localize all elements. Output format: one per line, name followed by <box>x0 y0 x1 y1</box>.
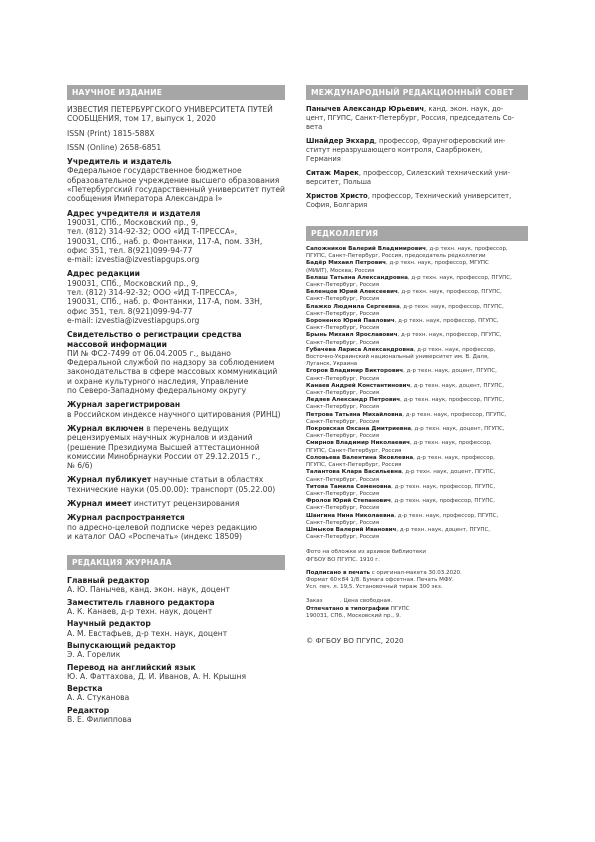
member-name: Бороненко Юрий Павлович <box>306 318 395 325</box>
science-editor-label: Научный редактор <box>67 619 151 629</box>
editorial-address-label: Адрес редакции <box>67 269 141 279</box>
board-member <box>306 347 528 369</box>
left-column <box>67 85 285 724</box>
member-name: Губачева Лариса Александровна <box>306 346 414 353</box>
member-details: , д-р техн. наук, доцент, ПГУПС, <box>401 469 496 476</box>
member-details: , д-р техн. наук, профессор, <box>413 346 496 353</box>
address-line: 190031, СПб., Московский пр., 9, <box>67 278 199 288</box>
issue-editor-block <box>67 641 285 660</box>
member-details: , д-р техн. наук, доцент, ПГУПС, <box>396 526 491 533</box>
member-details: (МИИТ), Москва, Россия <box>306 267 375 274</box>
board-member <box>306 332 528 346</box>
member-details: Луганск, Украина <box>306 361 358 368</box>
journal-registered-text: в Российском индексе научного цитирования (РИНЦ) <box>67 409 281 419</box>
board-member <box>306 397 528 411</box>
chief-editor-block <box>67 576 285 595</box>
board-member <box>306 260 528 274</box>
address-line: 190031, СПб., наб. р. Фонтанки, 117-А, пом. 33Н, <box>67 236 263 246</box>
printing-house <box>306 598 528 620</box>
member-name: Петрова Татьяна Михайловна <box>306 411 403 418</box>
registration-line: ПИ № ФС2-7499 от 06.04.2005 г., выдано <box>67 348 231 358</box>
board-member <box>306 275 528 289</box>
member-details: Санкт-Петербург, Россия <box>306 476 380 483</box>
registration-line: и охране культурного наследия, Управление <box>67 376 249 386</box>
member-details: Санкт-Петербург, Россия <box>306 534 380 541</box>
member-details: , д-р техн. наук, профессор, ПГУПС, <box>394 512 499 519</box>
issn-print: ISSN (Print) 1815-588X <box>67 128 155 138</box>
deputy-editor-block <box>67 598 285 617</box>
photo-credit-line: ФГБОУ ВО ПГУПС. 1910 г. <box>306 556 380 563</box>
member-details: , д-р техн. наук, профессор, ПГУПС, <box>390 498 495 505</box>
council-member <box>306 192 528 210</box>
member-name: Шмыков Валерий Иванович <box>306 526 397 533</box>
member-details: , д-р техн. наук, доцент, ПГУПС, <box>410 426 505 433</box>
member-details: , профессор, Силезский технический уни- <box>358 169 510 177</box>
member-name: Брынь Михаил Ярославович <box>306 332 398 339</box>
member-name: Христов Христо <box>306 192 368 200</box>
registration-block <box>67 330 285 395</box>
member-name: Сапожников Валерий Владимирович <box>306 246 426 252</box>
member-details: ПГУПС, Санкт-Петербург, Россия <box>306 447 402 454</box>
journal-publishes-rest: научные статьи в областях <box>151 475 264 485</box>
member-details: цент, ПГУПС, Санкт-Петербург, Россия, председатель Со- <box>306 114 515 122</box>
translation-names: Ю. А. Фаттахова, Д. И. Иванов, А. Н. Крышня <box>67 671 247 681</box>
council-member <box>306 169 528 187</box>
member-details: Санкт-Петербург, Россия <box>306 433 380 440</box>
member-details: , д-р техн. наук, доцент, ПГУПС, <box>410 382 504 389</box>
member-name: Покровская Оксана Дмитриевна <box>306 426 411 433</box>
editor-block <box>67 706 285 725</box>
member-details: Санкт-Петербург, Россия <box>306 519 380 526</box>
board-member <box>306 498 528 512</box>
issue-editor-name: Э. А. Горелик <box>67 650 121 660</box>
member-details: ститут неразрушающего контроля, Саарбрюкен, <box>306 146 483 154</box>
member-details: Санкт-Петербург, Россия <box>306 418 380 425</box>
editorial-board-header: РЕДКОЛЛЕГИЯ <box>306 226 528 241</box>
member-details: Санкт-Петербург, Россия <box>306 325 380 332</box>
member-name: Бадёр Михаил Петрович <box>306 260 386 267</box>
signed-label: Подписано в печать <box>306 569 371 576</box>
journal-has-block <box>67 499 285 508</box>
address-line: офис 351, тел. 8(921)099-94-77 <box>67 306 193 316</box>
board-member <box>306 527 528 541</box>
council-member <box>306 105 528 132</box>
board-member <box>306 289 528 303</box>
address-line: тел. (812) 314-92-32; ООО «ИД Т-ПРЕССА», <box>67 227 238 237</box>
member-name: Блажко Людмила Сергеевна <box>306 303 400 310</box>
deputy-editor-name: А. К. Канаев, д-р техн. наук, доцент <box>67 607 213 617</box>
journal-distributed-line: по адресно-целевой подписке через редакцию <box>67 522 257 532</box>
member-details: , д-р техн. наук, профессор, ПГУПС, <box>397 332 502 339</box>
registration-line: по Северо-Западному федеральному округу <box>67 386 247 396</box>
member-name: Шангина Нина Николаевна <box>306 512 395 519</box>
international-council-header: МЕЖДУНАРОДНЫЙ РЕДАКЦИОННЫЙ СОВЕТ <box>306 85 528 100</box>
member-name: Панычев Александр Юрьевич <box>306 105 425 113</box>
founder-address-label: Адрес учредителя и издателя <box>67 208 201 218</box>
member-name: Смирнов Владимир Николаевич <box>306 440 411 447</box>
board-member <box>306 484 528 498</box>
registration-label: Свидетельство о регистрации средства <box>67 330 242 340</box>
member-name: Беленцов Юрий Алексеевич <box>306 289 398 296</box>
registration-label: массовой информации <box>67 339 167 349</box>
address-line: 190031, СПб., наб. р. Фонтанки, 117-А, пом. 33Н, <box>67 297 263 307</box>
journal-has-label: Журнал имеет <box>67 498 132 508</box>
journal-distributed-line: и каталог ОАО «Роспечать» (индекс 18509) <box>67 531 242 541</box>
member-name: Белаш Татьяна Александровна <box>306 274 408 281</box>
journal-included-block <box>67 424 285 470</box>
signed-rest: с оригинал-макета 30.03.2020. <box>370 569 462 576</box>
member-details: , д-р техн. наук, профессор, <box>410 440 492 447</box>
member-details: , д-р техн. наук, профессор, ПГУПС, <box>399 303 504 310</box>
print-sheets: Усл. печ. л. 19,5. Установочный тираж 300 экз. <box>306 584 443 591</box>
layout-label: Верстка <box>67 684 103 694</box>
council-member <box>306 137 528 164</box>
member-details: верситет, Польша <box>306 178 372 186</box>
member-details: Санкт-Петербург, Россия <box>306 375 380 382</box>
deputy-editor-label: Заместитель главного редактора <box>67 597 215 607</box>
editorial-board-list <box>306 246 528 541</box>
editorial-email: e-mail: izvestia@izvestiapgups.org <box>67 315 200 325</box>
member-details: , д-р техн. наук, профессор, ПГУПС, <box>402 411 507 418</box>
journal-distributed-label: Журнал распространяется <box>67 513 185 523</box>
chief-editor-label: Главный редактор <box>67 576 150 586</box>
founder-label: Учредитель и издатель <box>67 157 172 167</box>
member-details: София, Болгария <box>306 201 368 209</box>
journal-title-line: ИЗВЕСТИЯ ПЕТЕРБУРГСКОГО УНИВЕРСИТЕТА ПУТЕЙ <box>67 105 273 114</box>
board-member <box>306 318 528 332</box>
board-member <box>306 513 528 527</box>
print-format: Формат 60×84 1/8. Бумага офсетная. Печать МФУ. <box>306 576 454 583</box>
member-details: ПГУПС, Санкт-Петербург, Россия <box>306 462 402 469</box>
member-details: Санкт-Петербург, Россия <box>306 404 380 411</box>
translation-label: Перевод на английский язык <box>67 662 196 672</box>
journal-has-rest: институт рецензирования <box>131 498 240 508</box>
member-details: , д-р техн. наук, профессор, МГУПС <box>386 260 489 267</box>
editor-name: В. Е. Филиппова <box>67 715 132 725</box>
journal-included-line: № 6/6) <box>67 461 93 471</box>
photo-credit <box>306 549 528 563</box>
journal-included-line: рецензируемых научных журналов и изданий <box>67 433 253 443</box>
member-name: Фролов Юрий Степанович <box>306 498 391 505</box>
journal-registered-block <box>67 400 285 419</box>
founder-line: «Петербургский государственный университет путей <box>67 185 285 195</box>
scientific-edition-header: НАУЧНОЕ ИЗДАНИЕ <box>67 85 285 100</box>
registration-line: законодательства в сфере массовых коммуникаций <box>67 367 278 377</box>
member-name: Талантова Клара Васильевна <box>306 469 402 476</box>
journal-included-rest: в перечень ведущих <box>143 423 229 433</box>
issue-editor-label: Выпускающий редактор <box>67 640 176 650</box>
member-details: Восточно-Украинский национальный университет им. В. Даля, <box>306 354 489 361</box>
member-details: Санкт-Петербург, Россия <box>306 310 380 317</box>
layout-block <box>67 684 285 703</box>
member-details: , канд. экон. наук, до- <box>424 105 504 113</box>
printed-label: Отпечатано в типографии <box>306 605 389 612</box>
editor-label: Редактор <box>67 705 110 715</box>
founder-email: e-mail: izvestia@izvestiapgups.org <box>67 255 200 265</box>
founder-block <box>67 157 285 203</box>
board-member <box>306 455 528 469</box>
printed-address: 190031, СПб., Московский пр., 9. <box>306 612 401 619</box>
board-member <box>306 412 528 426</box>
member-details: Германия <box>306 155 341 163</box>
science-editor-name: А. М. Евстафьев, д-р техн. наук, доцент <box>67 628 228 638</box>
member-details: , д-р техн. наук, профессор, ПГУПС, <box>407 274 512 281</box>
member-details: вета <box>306 123 323 131</box>
member-details: , профессор, Фраунгоферовский ин- <box>374 137 506 145</box>
founder-address-block <box>67 209 285 265</box>
member-details: , д-р техн. наук, профессор, <box>426 246 508 252</box>
layout-name: А. А. Стуканова <box>67 693 130 703</box>
member-name: Егоров Владимир Викторович <box>306 368 404 375</box>
member-details: , д-р техн. наук, профессор, ПГУПС, <box>400 397 505 404</box>
address-line: тел. (812) 314-92-32; ООО «ИД Т-ПРЕССА», <box>67 288 238 298</box>
member-name: Канаев Андрей Константинович <box>306 382 411 389</box>
board-member <box>306 426 528 440</box>
member-details: , профессор, Технический университет, <box>367 192 512 200</box>
address-line: офис 351, тел. 8(921)099-94-77 <box>67 245 193 255</box>
founder-line: образовательное учреждение высшего образования <box>67 175 280 185</box>
member-details: , д-р техн. наук, доцент, ПГУПС, <box>403 368 497 375</box>
founder-line: сообщения Императора Александра I» <box>67 194 223 204</box>
member-name: Ледяев Александр Петрович <box>306 397 401 404</box>
address-line: 190031, СПб., Московский пр., 9, <box>67 217 199 227</box>
member-name: Ситаж Марек <box>306 169 359 177</box>
board-member <box>306 304 528 318</box>
member-details: Санкт-Петербург, Россия <box>306 390 380 397</box>
board-member <box>306 246 528 260</box>
journal-title <box>67 105 285 124</box>
right-column <box>306 85 528 645</box>
member-details: , д-р техн. наук, профессор, ПГУПС, <box>397 289 502 296</box>
translation-block <box>67 663 285 682</box>
chief-editor-name: А. Ю. Панычев, канд. экон. наук, доцент <box>67 585 230 595</box>
journal-publishes-label: Журнал публикует <box>67 475 152 485</box>
founder-line: Федеральное государственное бюджетное <box>67 166 242 176</box>
member-details: , д-р техн. наук, профессор, ПГУПС, <box>391 483 496 490</box>
journal-publishes-block <box>67 475 285 494</box>
journal-distributed-block <box>67 513 285 541</box>
photo-credit-line: Фото на обложке из архивов библиотеки <box>306 549 427 556</box>
journal-title-line: СООБЩЕНИЯ, том 17, выпуск 1, 2020 <box>67 114 216 124</box>
member-name: Шнайдер Экхард <box>306 137 375 145</box>
member-details: Санкт-Петербург, Россия <box>306 505 380 512</box>
member-details: , д-р техн. наук, профессор, <box>413 454 495 461</box>
member-details: Санкт-Петербург, Россия <box>306 282 380 289</box>
board-member <box>306 440 528 454</box>
journal-included-label: Журнал включен <box>67 423 144 433</box>
board-member <box>306 368 528 382</box>
copyright: © ФГБОУ ВО ПГУПС, 2020 <box>306 635 404 645</box>
printed-rest: ПГУПС <box>388 605 410 612</box>
board-member <box>306 469 528 483</box>
member-details: ПГУПС, Санкт-Петербург, Россия, председатель редколлегии <box>306 253 486 260</box>
editorial-address-block <box>67 269 285 325</box>
print-info <box>306 570 528 592</box>
member-details: Санкт-Петербург, Россия <box>306 490 380 497</box>
journal-included-line: (решение Президиума Высшей аттестационной <box>67 442 260 452</box>
member-name: Титова Тамила Семеновна <box>306 483 392 490</box>
member-details: , д-р техн. наук, профессор, ПГУПС, <box>394 318 499 325</box>
journal-included-line: комиссии Минобрнауки России от 29.12.2015 г., <box>67 451 261 461</box>
issn-online: ISSN (Online) 2658-6851 <box>67 142 162 152</box>
member-name: Соловьева Валентина Яковлевна <box>306 454 414 461</box>
order-line: Заказ . Цена свободная. <box>306 598 393 605</box>
member-details: Санкт-Петербург, Россия <box>306 296 380 303</box>
journal-registered-label: Журнал зарегистрирован <box>67 400 181 410</box>
editorial-office-header: РЕДАКЦИЯ ЖУРНАЛА <box>67 555 285 570</box>
registration-line: Федеральной службой по надзору за соблюдением <box>67 358 275 368</box>
member-details: Санкт-Петербург, Россия <box>306 339 380 346</box>
science-editor-block <box>67 619 285 638</box>
journal-publishes-line: технические науки (05.00.00): транспорт (05.22.00) <box>67 484 276 494</box>
board-member <box>306 383 528 397</box>
